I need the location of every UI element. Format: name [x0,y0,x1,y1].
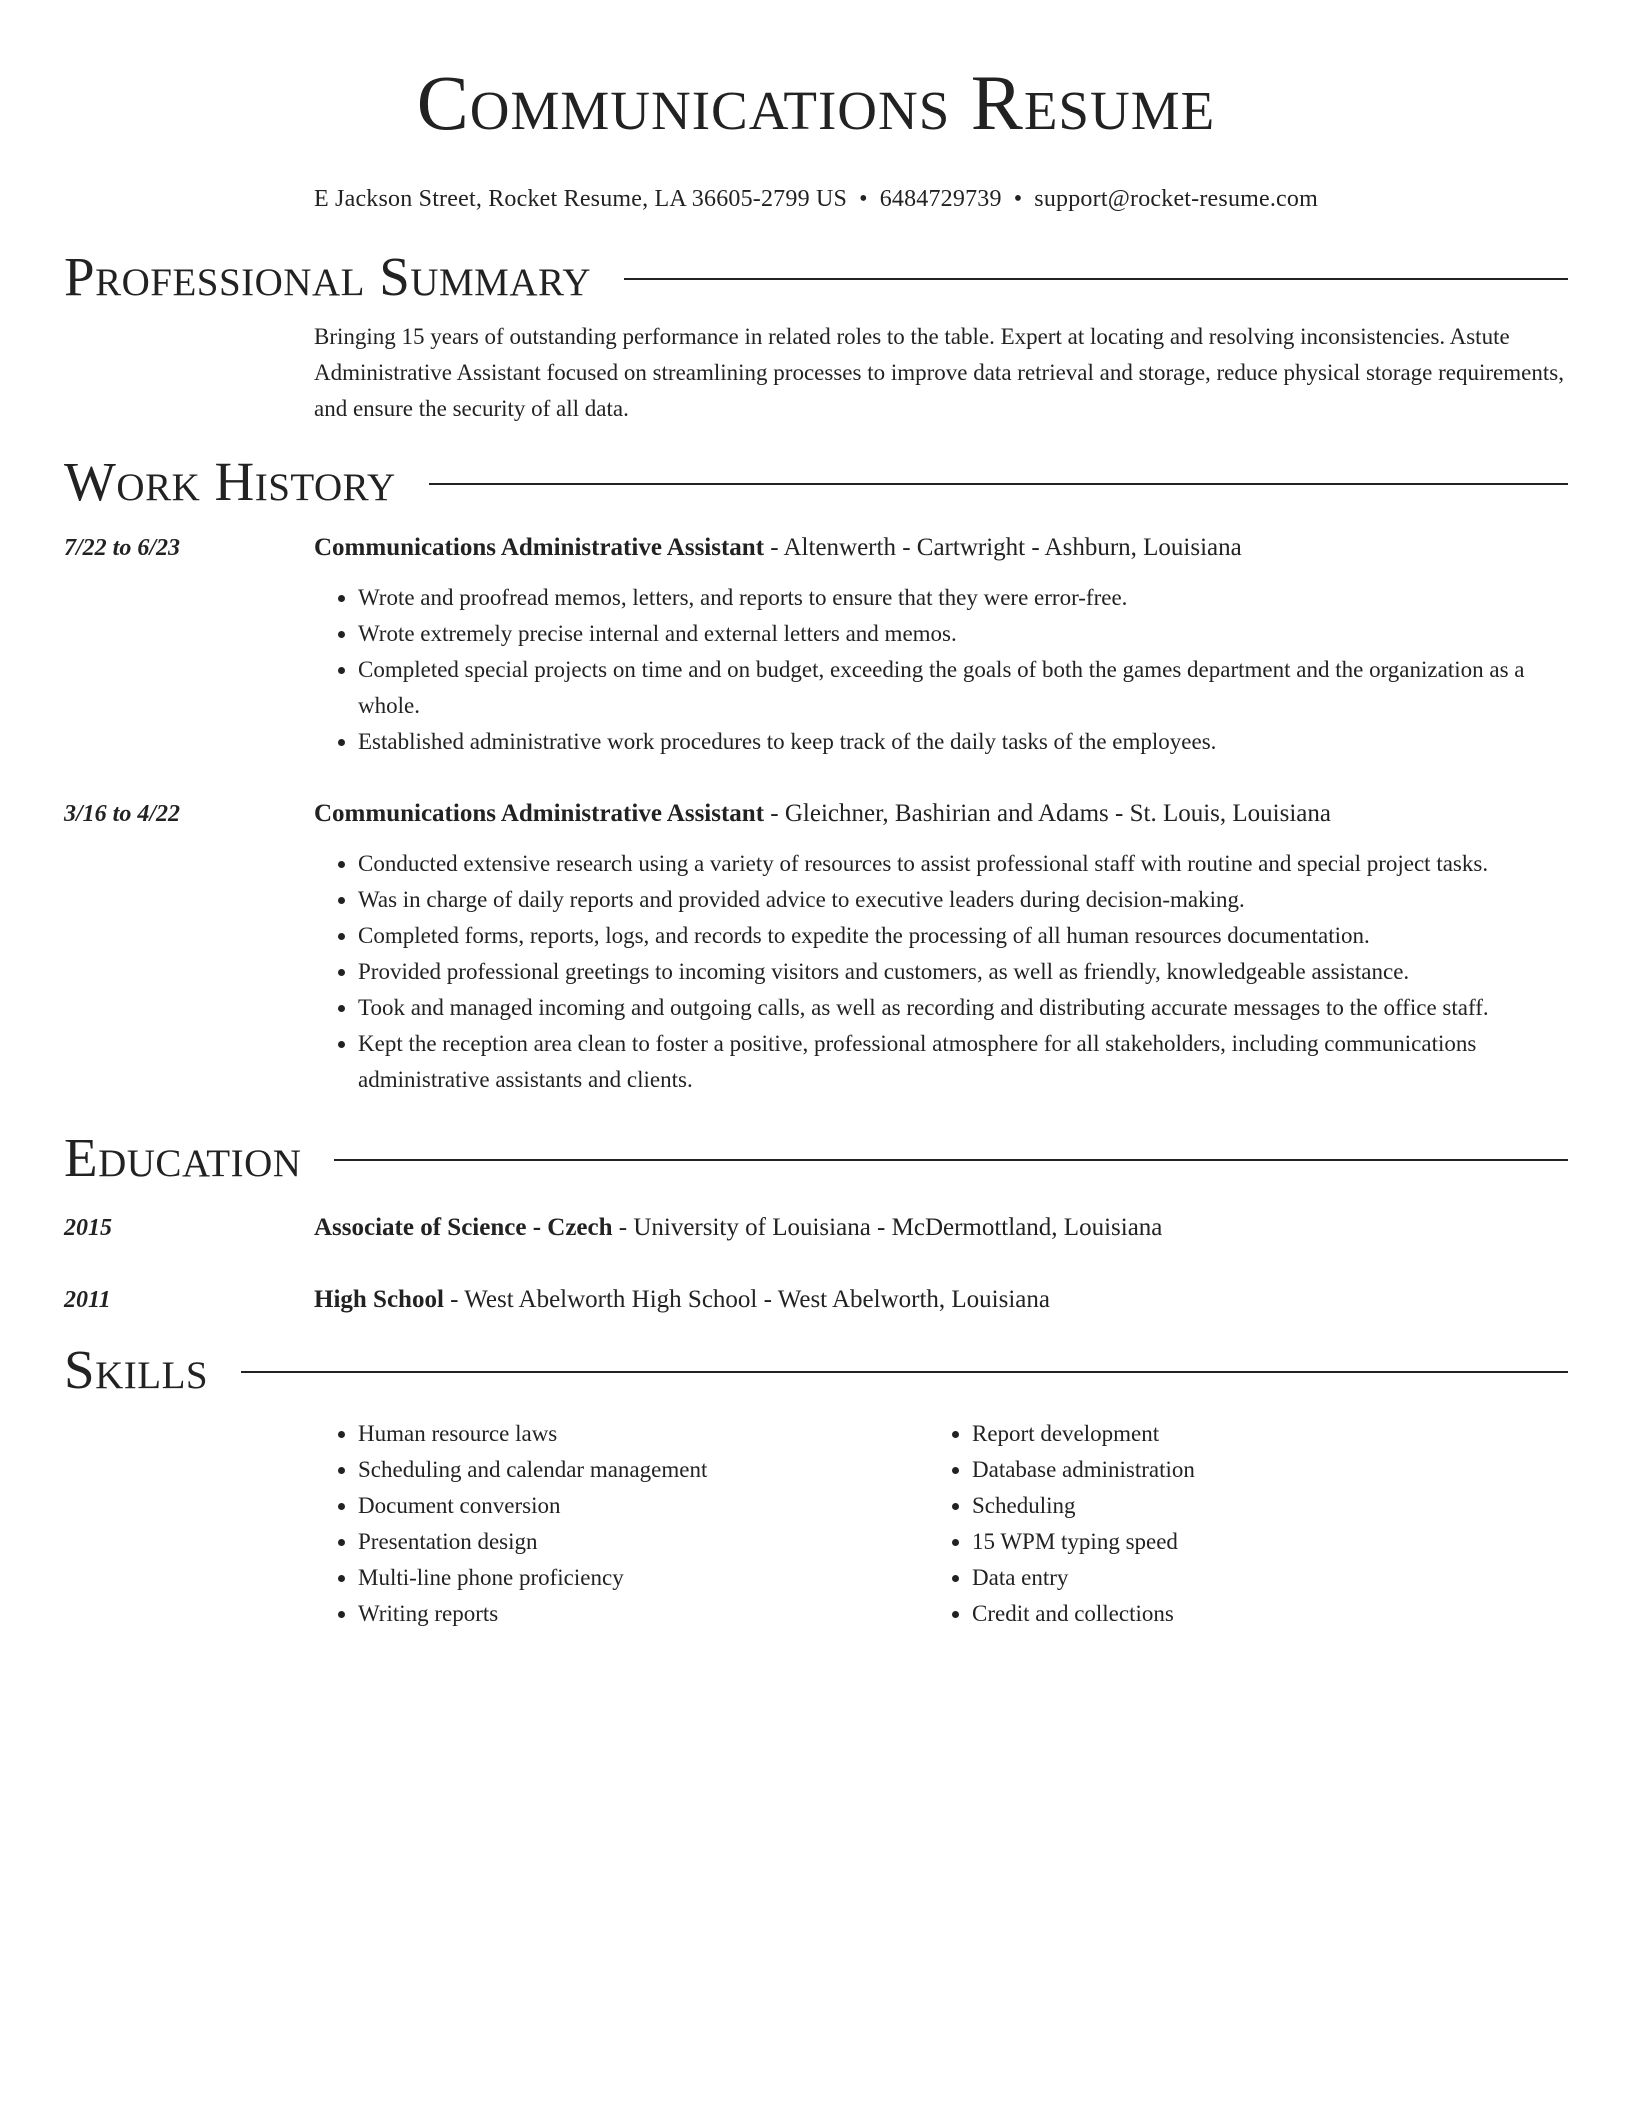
job-details: - Gleichner, Bashirian and Adams - St. Louis, Louisiana [764,800,1331,827]
education-details: - West Abelworth High School - West Abelworth, Louisiana [443,1286,1050,1313]
job-bullet: • Established administrative work procedures to keep track of the daily tasks of the employees. [358,724,1568,760]
education-degree: High School [314,1286,444,1313]
skill-item: • Scheduling and calendar management [358,1452,928,1488]
skill-item: • Multi-line phone proficiency [358,1560,928,1596]
skills-section-header [64,1338,1568,1402]
skills-heading: Skills [64,1339,209,1400]
skill-item: • Writing reports [358,1596,928,1632]
job-bullets [314,846,1568,1098]
section-divider [429,483,1568,485]
job-title: Communications Administrative Assistant [314,534,765,561]
education-heading: Education [64,1127,302,1188]
section-divider [241,1371,1568,1373]
education-details: - University of Louisiana - McDermottland, Louisiana [612,1214,1163,1241]
job-line [314,796,1568,832]
job-bullet: • Completed special projects on time and on budget, exceeding the goals of both the games department and the organization as a whole. [358,652,1568,724]
education-entry [64,1210,1568,1246]
skill-item: • Report development [972,1416,1195,1452]
job-bullet: • Conducted extensive research using a variety of resources to assist professional staff with routine and special project tasks. [358,846,1568,882]
job-entry [64,796,1568,1098]
contact-separator: • [859,186,868,212]
work-section-header [64,450,1568,514]
skill-item: • Document conversion [358,1488,928,1524]
job-line [314,530,1568,566]
contact-address: E Jackson Street, Rocket Resume, LA 36605-2799 US [314,186,848,212]
skills-list-left [314,1416,928,1632]
job-details: - Altenwerth - Cartwright - Ashburn, Louisiana [764,534,1242,561]
contact-line [64,184,1568,214]
section-divider [624,278,1568,280]
education-year: 2015 [64,1215,112,1241]
skill-item: • Credit and collections [972,1596,1195,1632]
skills-columns [314,1416,1568,1632]
education-line [314,1282,1050,1318]
skill-item: • Presentation design [358,1524,928,1560]
job-bullets [314,580,1568,760]
summary-heading: Professional Summary [64,246,592,307]
job-bullet: • Took and managed incoming and outgoing calls, as well as recording and distributing accurate messages to the office staff. [358,990,1568,1026]
job-dates: 3/16 to 4/22 [64,801,181,827]
education-year: 2011 [64,1287,111,1313]
skill-item: • Data entry [972,1560,1195,1596]
skill-item: • Human resource laws [358,1416,928,1452]
job-body [314,796,1568,1098]
education-line [314,1210,1162,1246]
education-entry [64,1282,1568,1318]
skill-item: • 15 WPM typing speed [972,1524,1195,1560]
summary-section-header [64,245,1568,309]
job-bullet: • Wrote extremely precise internal and external letters and memos. [358,616,1568,652]
contact-separator: • [1013,186,1023,212]
section-divider [334,1159,1568,1161]
skill-item: • Database administration [972,1452,1195,1488]
job-bullet: • Kept the reception area clean to foster a positive, professional atmosphere for all stakeholders, including communications administrative assistants and clients. [358,1026,1568,1098]
job-body [314,530,1568,760]
job-bullet: • Provided professional greetings to incoming visitors and customers, as well as friendly, knowledgeable assistance. [358,954,1568,990]
contact-phone: 6484729739 [879,186,1002,212]
job-bullet: • Was in charge of daily reports and provided advice to executive leaders during decision-making. [358,882,1568,918]
job-entry [64,530,1568,760]
job-title: Communications Administrative Assistant [314,800,765,827]
work-heading: Work History [64,451,396,512]
skill-item: • Scheduling [972,1488,1195,1524]
job-bullet: • Completed forms, reports, logs, and records to expedite the processing of all human resources documentation. [358,918,1568,954]
job-bullet: • Wrote and proofread memos, letters, and reports to ensure that they were error-free. [358,580,1568,616]
contact-email: support@rocket-resume.com [1034,186,1318,212]
education-degree: Associate of Science - Czech [314,1214,613,1241]
education-section-header [64,1126,1568,1190]
resume-title: Communications Resume [416,59,1216,146]
job-dates: 7/22 to 6/23 [64,535,181,561]
summary-text: Bringing 15 years of outstanding performance in related roles to the table. Expert at locating and resolving inconsistencies. Astute Administrative Assistant focused on streamlining processes to improve data retrieval and storage, reduce physical storage requirements, and ensure the security of all data. [314,324,1564,421]
skills-list-right [928,1416,1195,1632]
